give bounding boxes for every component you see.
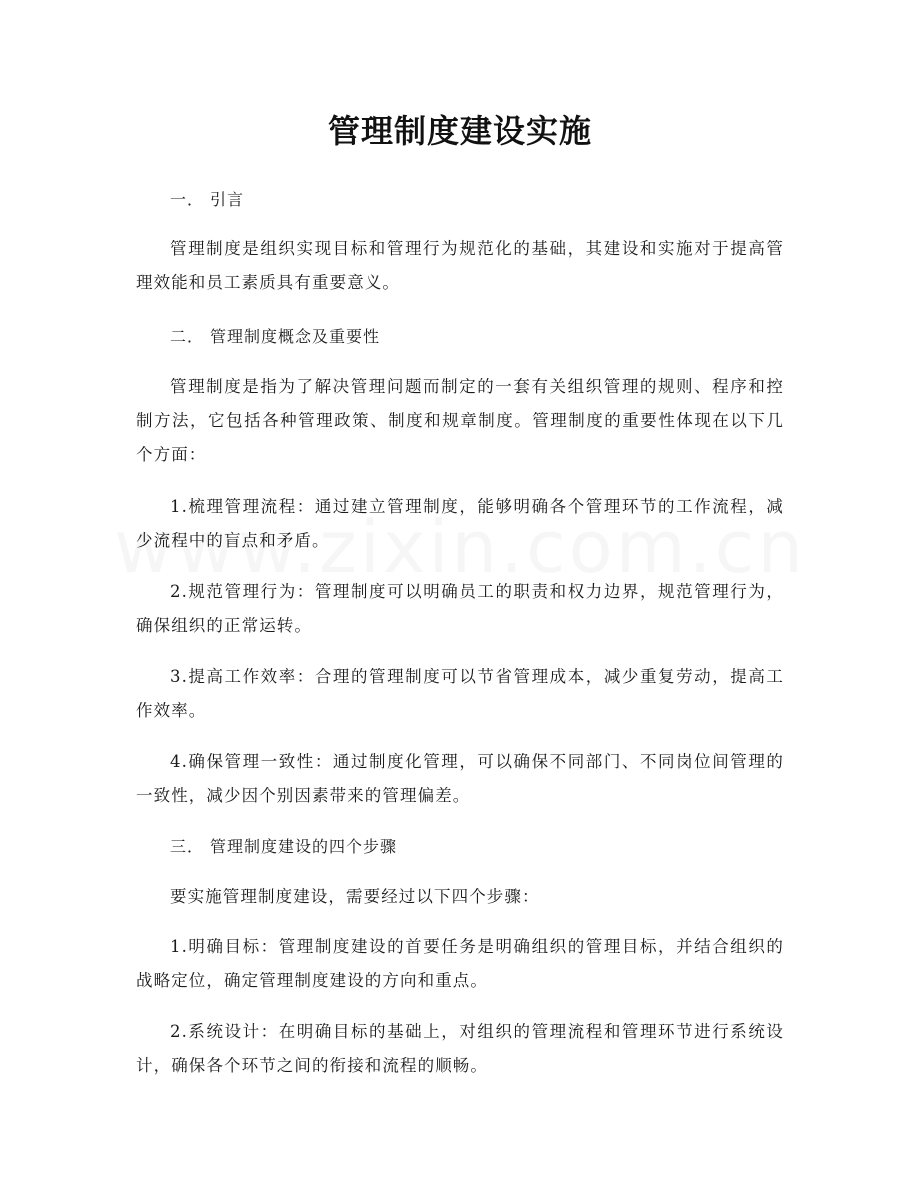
list-item-steps-1: 1.明确目标：管理制度建设的首要任务是明确组织的管理目标，并结合组织的战略定位，确定管理制度建设的方向和重点。 <box>136 937 784 990</box>
list-item-concept-4: 4.确保管理一致性：通过制度化管理，可以确保不同部门、不同岗位间管理的一致性，减少因个别因素带来的管理偏差。 <box>136 752 784 805</box>
paragraph-steps: 要实施管理制度建设，需要经过以下四个步骤： <box>170 887 540 906</box>
section-heading-text: 引言 <box>210 190 245 209</box>
section-heading-steps <box>170 830 770 864</box>
section-number: 二． <box>170 327 205 346</box>
section-heading-intro <box>170 183 770 217</box>
section-number: 一． <box>170 190 205 209</box>
list-item-concept-3: 3.提高工作效率：合理的管理制度可以节省管理成本，减少重复劳动，提高工作效率。 <box>136 667 784 720</box>
paragraph-concept: 管理制度是指为了解决管理问题而制定的一套有关组织管理的规则、程序和控制方法，它包括各种管理政策、制度和规章制度。管理制度的重要性体现在以下几个方面： <box>136 377 784 464</box>
section-number: 三． <box>170 837 205 856</box>
section-heading-concept <box>170 320 770 354</box>
section-heading-text: 管理制度建设的四个步骤 <box>210 837 398 856</box>
section-heading-text: 管理制度概念及重要性 <box>210 327 381 346</box>
list-item-concept-1: 1.梳理管理流程：通过建立管理制度，能够明确各个管理环节的工作流程，减少流程中的盲点和矛盾。 <box>136 497 784 550</box>
paragraph-intro: 管理制度是组织实现目标和管理行为规范化的基础，其建设和实施对于提高管理效能和员工素质具有重要意义。 <box>136 239 784 292</box>
list-item-concept-2: 2.规范管理行为：管理制度可以明确员工的职责和权力边界，规范管理行为，确保组织的正常运转。 <box>136 582 784 635</box>
list-item-steps-2: 2.系统设计：在明确目标的基础上，对组织的管理流程和管理环节进行系统设计，确保各个环节之间的衔接和流程的顺畅。 <box>136 1022 784 1075</box>
document-title: 管理制度建设实施 <box>327 112 592 150</box>
